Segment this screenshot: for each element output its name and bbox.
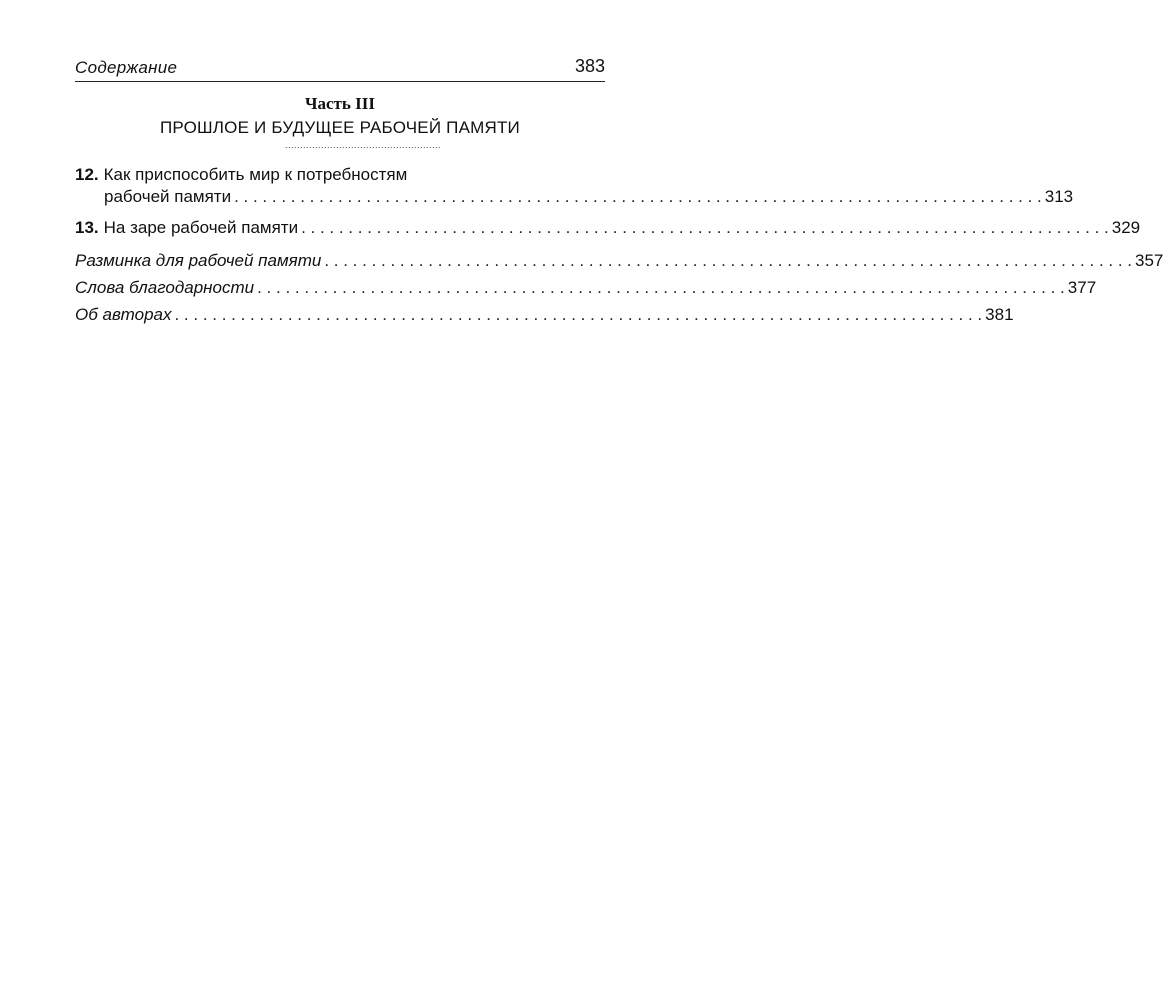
running-head-section: Содержание [75,58,178,77]
chapter-number: 12. [75,165,99,184]
toc-entry-line [75,304,1014,326]
toc-page-number: 381 [985,305,1014,324]
dot-leader [234,186,1042,208]
toc-entry-chapter-12[interactable] [75,164,1074,208]
back-matter-title: Разминка для рабочей памяти [75,251,322,270]
chapter-number: 13. [75,218,99,237]
dot-leader [301,217,1109,239]
spacer [75,208,605,217]
part-label: Часть III [305,94,375,113]
toc-entry-chapter-13[interactable] [75,217,1141,239]
back-matter-title: Слова благодарности [75,278,255,297]
toc-page-number: 313 [1044,187,1074,206]
table-of-contents [75,164,1163,326]
chapter-title: На заре рабочей памяти [103,218,299,237]
spacer [75,239,605,250]
page-number: 383 [574,56,605,76]
toc-entry-about-authors[interactable] [75,304,1014,326]
toc-entry-warmup[interactable] [75,250,1163,272]
toc-entry-acknowledgements[interactable] [75,277,1097,299]
running-head [75,55,605,82]
chapter-title-continued: рабочей памяти [104,187,232,206]
back-matter-title: Об авторах [75,305,172,324]
toc-entry-line [75,217,1141,239]
dot-leader [174,304,982,326]
dot-leader [257,277,1065,299]
toc-page-number: 377 [1067,278,1097,297]
toc-page-number: 329 [1111,218,1141,237]
part-title: ПРОШЛОЕ И БУДУЩЕЕ РАБОЧЕЙ ПАМЯТИ [160,118,520,137]
toc-page-number: 357 [1135,251,1163,270]
toc-entry-line [75,250,1163,272]
toc-entry-line [75,186,1074,208]
toc-entry-line [75,277,1097,299]
toc-entry-line [75,164,605,186]
section-divider: .................................................... [285,140,442,150]
chapter-title: Как приспособить мир к потребностям [103,165,408,184]
dot-leader [324,250,1132,272]
